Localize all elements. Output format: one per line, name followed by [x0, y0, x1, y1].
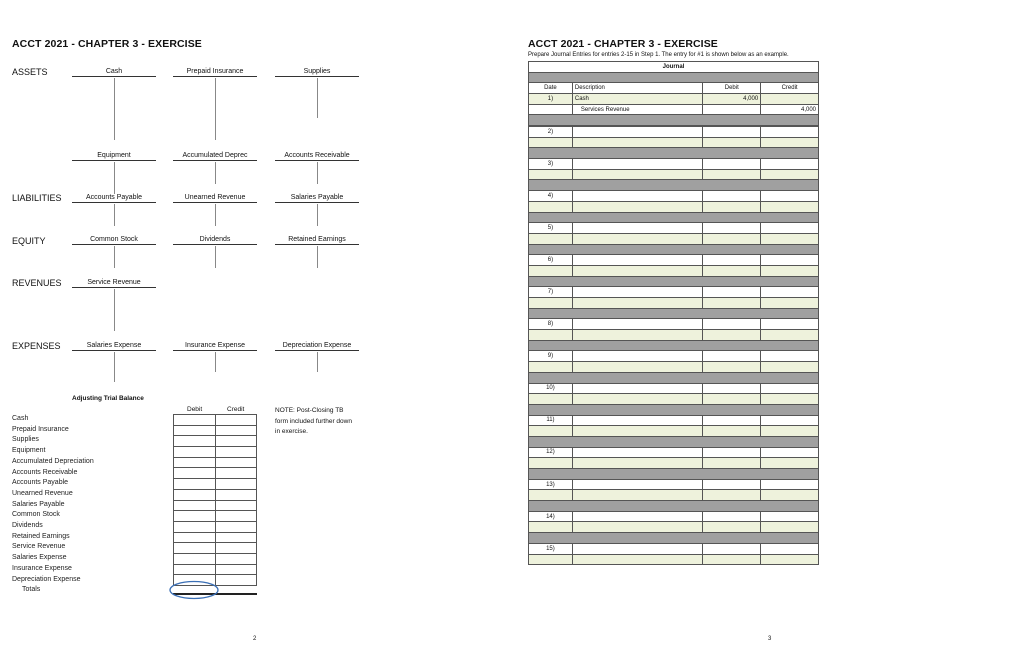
credit-cell[interactable] [761, 169, 819, 180]
journal-row [529, 383, 819, 394]
tb-account: Service Revenue [12, 543, 66, 551]
credit-cell[interactable] [761, 543, 819, 554]
date-cell[interactable] [529, 169, 573, 180]
credit-cell[interactable] [761, 415, 819, 426]
journal-separator [529, 212, 819, 223]
debit-cell[interactable] [703, 233, 761, 244]
description-cell[interactable] [572, 298, 703, 309]
journal-row [529, 447, 819, 458]
tb-account: Dividends [12, 522, 43, 530]
credit-cell[interactable] [761, 201, 819, 212]
tb-credit-cell[interactable] [215, 468, 257, 479]
taccount-cash: Cash [72, 68, 156, 77]
description-cell[interactable] [572, 127, 703, 138]
credit-cell[interactable] [761, 159, 819, 170]
entry-number: 5) [529, 223, 573, 234]
debit-cell[interactable] [703, 490, 761, 501]
tb-credit-cell[interactable] [215, 436, 257, 447]
debit-cell[interactable] [703, 265, 761, 276]
taccount-unearned-revenue: Unearned Revenue [173, 194, 257, 203]
taccount-accum-divider [215, 162, 216, 184]
tb-account: Accounts Payable [12, 479, 69, 487]
tb-account: Supplies [12, 436, 39, 444]
entry-number: 6) [529, 255, 573, 266]
date-cell[interactable] [529, 522, 573, 533]
taccount-unearned-divider [215, 204, 216, 226]
taccount-dividends: Dividends [173, 236, 257, 245]
description-cell[interactable] [572, 169, 703, 180]
right-page-title: ACCT 2021 - CHAPTER 3 - EXERCISE [528, 38, 718, 50]
tb-credit-cell[interactable] [215, 511, 257, 522]
journal-row [529, 554, 819, 565]
date-cell[interactable] [529, 554, 573, 565]
journal-separator [529, 436, 819, 447]
credit-cell[interactable]: 4,000 [761, 104, 819, 115]
journal-instructions: Prepare Journal Entries for entries 2-15 in Step 1. The entry for #1 is shown below as an example. [528, 52, 789, 58]
col-debit-header: Debit [703, 83, 761, 94]
journal-row [529, 490, 819, 501]
credit-cell[interactable] [761, 426, 819, 437]
debit-cell[interactable]: 4,000 [703, 94, 761, 105]
credit-cell[interactable] [761, 511, 819, 522]
tb-debit-cell[interactable] [174, 457, 216, 468]
liabilities-label: LIABILITIES [12, 193, 62, 203]
journal-separator [529, 501, 819, 512]
taccount-supplies-divider [317, 78, 318, 118]
journal-row [529, 223, 819, 234]
debit-cell[interactable] [703, 104, 761, 115]
tb-credit-cell[interactable] [215, 479, 257, 490]
debit-cell[interactable] [703, 287, 761, 298]
credit-cell[interactable] [761, 233, 819, 244]
tb-account: Equipment [12, 447, 46, 455]
debit-cell[interactable] [703, 383, 761, 394]
credit-cell[interactable] [761, 490, 819, 501]
taccount-depreciation-expense: Depreciation Expense [275, 342, 359, 351]
journal-separator [529, 276, 819, 287]
debit-cell[interactable] [703, 127, 761, 138]
tb-account: Depreciation Expense [12, 575, 81, 583]
description-cell[interactable] [572, 543, 703, 554]
description-cell[interactable] [572, 137, 703, 148]
tb-credit-cell[interactable] [215, 500, 257, 511]
journal-row [529, 458, 819, 469]
taccount-div-divider [215, 246, 216, 268]
tb-debit-cell[interactable] [174, 500, 216, 511]
journal-row [529, 169, 819, 180]
journal-separator [529, 533, 819, 544]
col-credit-header: Credit [761, 83, 819, 94]
description-cell[interactable]: Services Revenue [572, 104, 703, 115]
description-cell[interactable] [572, 191, 703, 202]
taccount-equipment: Equipment [72, 152, 156, 161]
debit-cell[interactable] [703, 319, 761, 330]
tb-account: Prepaid Insurance [12, 425, 69, 433]
taccount-common-stock: Common Stock [72, 236, 156, 245]
journal-table [528, 61, 819, 126]
journal-row [529, 94, 819, 105]
journal-row [529, 265, 819, 276]
tb-credit-cell[interactable] [215, 543, 257, 554]
debit-cell[interactable] [703, 159, 761, 170]
journal-separator [529, 404, 819, 415]
date-cell[interactable] [529, 233, 573, 244]
entry-number: 4) [529, 191, 573, 202]
journal-separator [529, 244, 819, 255]
tb-debit-cell[interactable] [174, 479, 216, 490]
entry-number: 8) [529, 319, 573, 330]
tb-debit-cell[interactable] [174, 425, 216, 436]
tb-debit-cell[interactable] [174, 447, 216, 458]
tb-debit-cell[interactable] [174, 489, 216, 500]
journal-row [529, 159, 819, 170]
journal-row [529, 127, 819, 138]
journal-row [529, 511, 819, 522]
entry-number: 10) [529, 383, 573, 394]
debit-cell[interactable] [703, 415, 761, 426]
trial-balance-title: Adjusting Trial Balance [72, 395, 144, 402]
journal-row [529, 330, 819, 341]
tb-debit-cell[interactable] [174, 468, 216, 479]
journal-separator [529, 180, 819, 191]
credit-cell[interactable] [761, 127, 819, 138]
assets-label: ASSETS [12, 67, 48, 77]
entry-number: 11) [529, 415, 573, 426]
description-cell[interactable] [572, 265, 703, 276]
description-cell[interactable] [572, 319, 703, 330]
tb-credit-header: Credit [227, 406, 245, 413]
entry-number: 7) [529, 287, 573, 298]
date-cell[interactable] [529, 458, 573, 469]
date-cell[interactable] [529, 298, 573, 309]
date-cell[interactable] [529, 104, 573, 115]
credit-cell[interactable] [761, 383, 819, 394]
description-cell[interactable] [572, 458, 703, 469]
credit-cell[interactable] [761, 94, 819, 105]
debit-cell[interactable] [703, 394, 761, 405]
tb-account-list [12, 414, 94, 596]
description-cell[interactable] [572, 159, 703, 170]
tb-credit-cell[interactable] [215, 564, 257, 575]
description-cell[interactable] [572, 233, 703, 244]
journal-row [529, 298, 819, 309]
debit-cell[interactable] [703, 543, 761, 554]
credit-cell[interactable] [761, 319, 819, 330]
entry-number: 12) [529, 447, 573, 458]
tb-account: Salaries Payable [12, 500, 65, 508]
description-cell[interactable] [572, 223, 703, 234]
date-cell[interactable] [529, 394, 573, 405]
entry-number: 15) [529, 543, 573, 554]
journal-row [529, 362, 819, 373]
revenues-label: REVENUES [12, 278, 62, 288]
credit-cell[interactable] [761, 394, 819, 405]
credit-cell[interactable] [761, 479, 819, 490]
taccount-sp-divider [317, 204, 318, 226]
tb-account: Accumulated Depreciation [12, 457, 94, 465]
debit-cell[interactable] [703, 137, 761, 148]
tb-totals-label: Totals [22, 586, 41, 594]
credit-cell[interactable] [761, 362, 819, 373]
tb-debit-cell[interactable] [174, 543, 216, 554]
taccount-prepaid-insurance: Prepaid Insurance [173, 68, 257, 77]
taccount-ar-divider [317, 162, 318, 184]
note-line: form included further down [275, 417, 352, 425]
taccount-retained-earnings: Retained Earnings [275, 236, 359, 245]
tb-credit-cell[interactable] [215, 457, 257, 468]
taccount-supplies: Supplies [275, 68, 359, 77]
tb-debit-cell[interactable] [174, 415, 216, 426]
date-cell[interactable] [529, 426, 573, 437]
description-cell[interactable]: Cash [572, 94, 703, 105]
tb-account: Unearned Revenue [12, 489, 73, 497]
journal-row [529, 522, 819, 533]
journal-row [529, 191, 819, 202]
tb-account: Retained Earnings [12, 532, 70, 540]
entry-number: 13) [529, 479, 573, 490]
note-block [275, 406, 352, 438]
left-page-number: 2 [253, 636, 257, 642]
tb-credit-cell[interactable] [215, 532, 257, 543]
date-cell[interactable] [529, 330, 573, 341]
tb-credit-cell[interactable] [215, 425, 257, 436]
debit-cell[interactable] [703, 447, 761, 458]
credit-cell[interactable] [761, 298, 819, 309]
date-cell[interactable] [529, 137, 573, 148]
journal-row [529, 319, 819, 330]
col-description-header: Description [572, 83, 703, 94]
debit-cell[interactable] [703, 201, 761, 212]
tb-credit-cell[interactable] [215, 489, 257, 500]
description-cell[interactable] [572, 287, 703, 298]
description-cell[interactable] [572, 415, 703, 426]
expenses-label: EXPENSES [12, 341, 61, 351]
tb-credit-cell[interactable] [215, 553, 257, 564]
tb-debit-cell[interactable] [174, 564, 216, 575]
tb-debit-cell[interactable] [174, 436, 216, 447]
trial-balance-grid [173, 414, 257, 586]
taccount-ie-divider [215, 352, 216, 372]
entry-number: 1) [529, 94, 573, 105]
credit-cell[interactable] [761, 265, 819, 276]
date-cell[interactable] [529, 362, 573, 373]
journal-row [529, 479, 819, 490]
journal-row [529, 104, 819, 115]
description-cell[interactable] [572, 351, 703, 362]
tb-account: Cash [12, 415, 29, 422]
tb-debit-header: Debit [187, 406, 203, 413]
credit-cell[interactable] [761, 330, 819, 341]
description-cell[interactable] [572, 511, 703, 522]
journal-row [529, 426, 819, 437]
taccount-equipment-divider [114, 162, 115, 194]
credit-cell[interactable] [761, 458, 819, 469]
date-cell[interactable] [529, 265, 573, 276]
date-cell[interactable] [529, 201, 573, 212]
journal-separator [529, 372, 819, 383]
taccount-ap-divider [114, 204, 115, 226]
debit-cell[interactable] [703, 351, 761, 362]
taccount-service-revenue: Service Revenue [72, 279, 156, 288]
note-line: NOTE: Post-Closing TB [275, 407, 344, 414]
entry-number: 14) [529, 511, 573, 522]
taccount-re-divider [317, 246, 318, 268]
debit-cell[interactable] [703, 223, 761, 234]
tb-account: Salaries Expense [12, 554, 67, 562]
description-cell[interactable] [572, 426, 703, 437]
description-cell[interactable] [572, 394, 703, 405]
debit-cell[interactable] [703, 169, 761, 180]
equity-label: EQUITY [12, 236, 46, 246]
taccount-cs-divider [114, 246, 115, 268]
entry-number: 9) [529, 351, 573, 362]
description-cell[interactable] [572, 522, 703, 533]
col-date-header: Date [529, 83, 573, 94]
journal-row [529, 255, 819, 266]
description-cell[interactable] [572, 490, 703, 501]
description-cell[interactable] [572, 554, 703, 565]
tb-debit-cell[interactable] [174, 511, 216, 522]
debit-cell[interactable] [703, 191, 761, 202]
right-page-number: 3 [768, 636, 772, 642]
taccount-accounts-receivable: Accounts Receivable [275, 152, 359, 161]
journal-row [529, 543, 819, 554]
debit-cell[interactable] [703, 522, 761, 533]
debit-cell[interactable] [703, 479, 761, 490]
description-cell[interactable] [572, 447, 703, 458]
taccount-salaries-payable: Salaries Payable [275, 194, 359, 203]
tb-account: Insurance Expense [12, 564, 72, 572]
description-cell[interactable] [572, 479, 703, 490]
debit-cell[interactable] [703, 426, 761, 437]
tb-credit-cell[interactable] [215, 521, 257, 532]
journal-separator [529, 340, 819, 351]
credit-cell[interactable] [761, 223, 819, 234]
debit-cell[interactable] [703, 362, 761, 373]
description-cell[interactable] [572, 201, 703, 212]
journal-entries-table [528, 126, 819, 565]
description-cell[interactable] [572, 362, 703, 373]
taccount-insurance-expense: Insurance Expense [173, 342, 257, 351]
credit-cell[interactable] [761, 191, 819, 202]
debit-cell[interactable] [703, 511, 761, 522]
journal-separator [529, 469, 819, 480]
debit-cell[interactable] [703, 255, 761, 266]
journal-row [529, 233, 819, 244]
credit-cell[interactable] [761, 255, 819, 266]
tb-account: Common Stock [12, 511, 60, 519]
entry-number: 2) [529, 127, 573, 138]
tb-debit-cell[interactable] [174, 521, 216, 532]
journal-separator [529, 148, 819, 159]
taccount-se-divider [114, 352, 115, 382]
credit-cell[interactable] [761, 137, 819, 148]
tb-debit-cell[interactable] [174, 532, 216, 543]
journal-title: Journal [529, 62, 819, 73]
description-cell[interactable] [572, 255, 703, 266]
tb-account: Accounts Receivable [12, 468, 78, 476]
credit-cell[interactable] [761, 287, 819, 298]
credit-cell[interactable] [761, 351, 819, 362]
journal-row [529, 287, 819, 298]
taccount-salaries-expense: Salaries Expense [72, 342, 156, 351]
debit-cell[interactable] [703, 554, 761, 565]
journal-row [529, 394, 819, 405]
entry-number: 3) [529, 159, 573, 170]
credit-cell[interactable] [761, 554, 819, 565]
credit-cell[interactable] [761, 522, 819, 533]
taccount-accounts-payable: Accounts Payable [72, 194, 156, 203]
tb-credit-cell[interactable] [215, 447, 257, 458]
journal-row [529, 201, 819, 212]
left-page-title: ACCT 2021 - CHAPTER 3 - EXERCISE [12, 38, 202, 50]
journal-row [529, 137, 819, 148]
taccount-de-divider [317, 352, 318, 372]
taccount-cash-divider [114, 78, 115, 140]
date-cell[interactable] [529, 490, 573, 501]
credit-cell[interactable] [761, 447, 819, 458]
description-cell[interactable] [572, 383, 703, 394]
taccount-accumulated-deprec: Accumulated Deprec [173, 152, 257, 161]
journal-row [529, 351, 819, 362]
description-cell[interactable] [572, 330, 703, 341]
taccount-prepaid-divider [215, 78, 216, 140]
debit-cell[interactable] [703, 330, 761, 341]
debit-cell[interactable] [703, 298, 761, 309]
taccount-sr-divider [114, 289, 115, 331]
debit-cell[interactable] [703, 458, 761, 469]
note-line: in exercise. [275, 428, 308, 435]
tb-credit-cell[interactable] [215, 415, 257, 426]
journal-row [529, 415, 819, 426]
tb-debit-cell[interactable] [174, 553, 216, 564]
journal-separator [529, 308, 819, 319]
tb-totals-highlight-ellipse [166, 579, 222, 601]
